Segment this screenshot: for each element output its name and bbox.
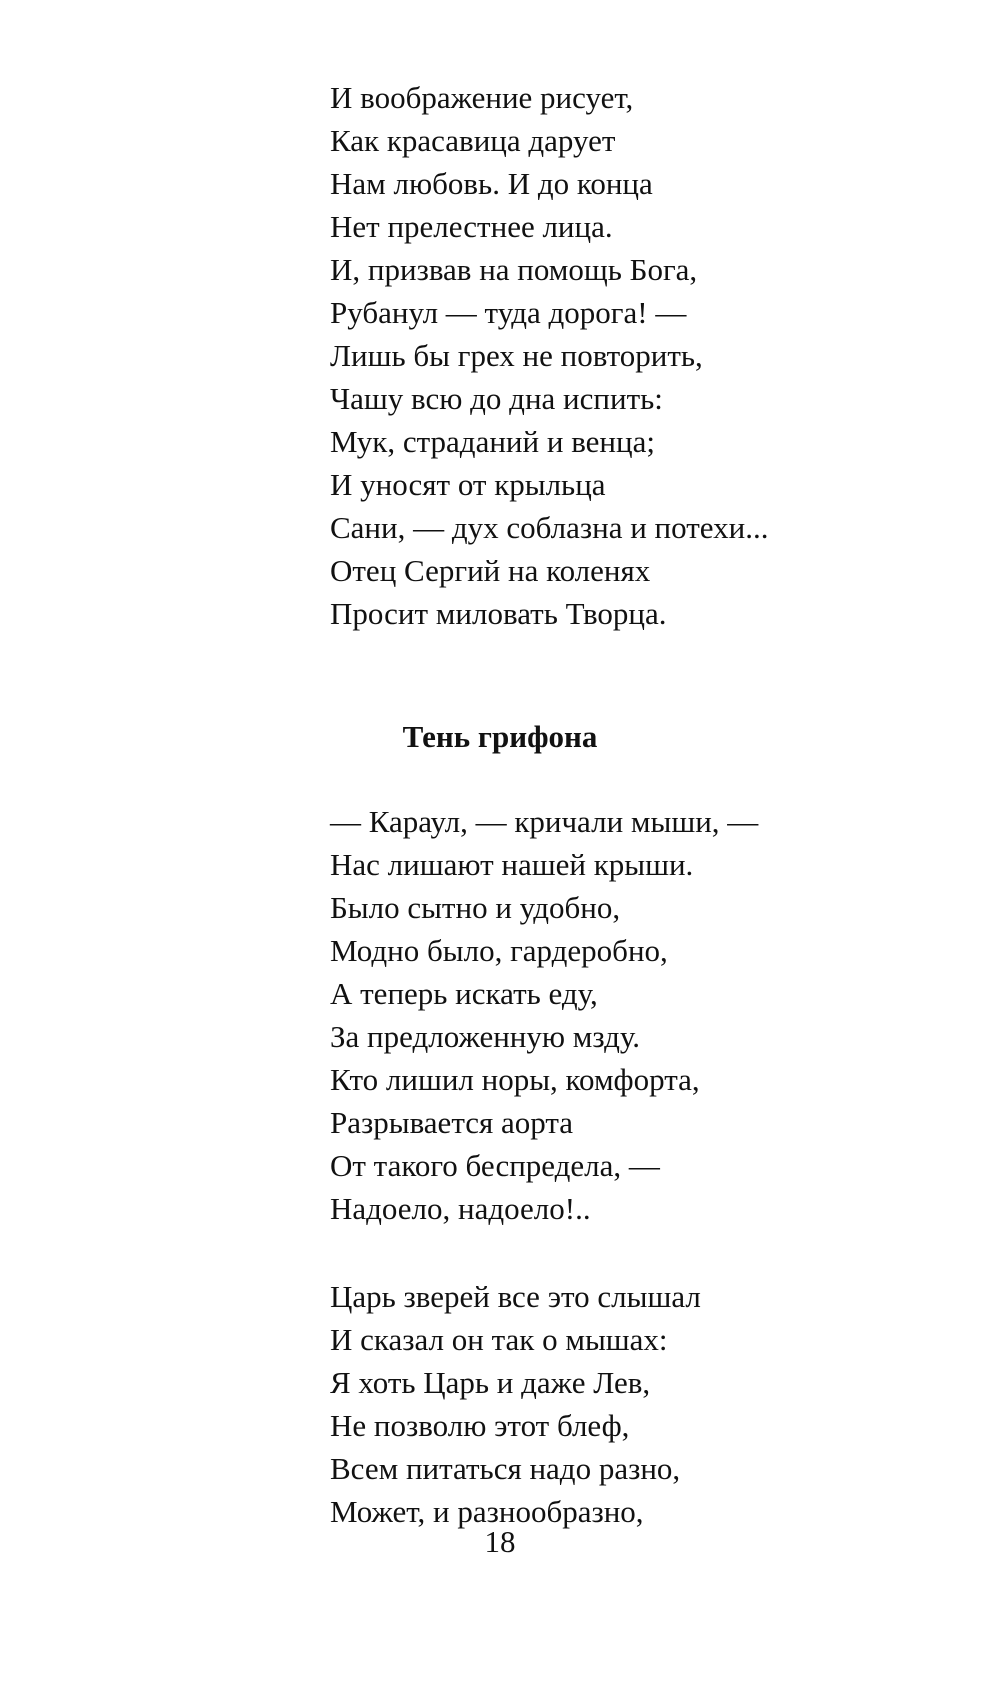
poem-line: Модно было, гардеробно,: [330, 933, 668, 968]
poem-line: Нам любовь. И до конца: [330, 166, 653, 201]
poem-line: Надоело, надоело!..: [330, 1191, 591, 1226]
poem-line: Не позволю этот блеф,: [330, 1408, 630, 1443]
poem-line: Царь зверей все это слышал: [330, 1279, 701, 1314]
poem-line: Разрывается аорта: [330, 1105, 574, 1140]
poem-line: Просит миловать Творца.: [330, 596, 667, 631]
poem-line: Нет прелестнее лица.: [330, 209, 613, 244]
poem-line: И сказал он так о мышах:: [330, 1322, 668, 1357]
poem-line: Может, и разнообразно,: [330, 1494, 644, 1529]
poem-line: Было сытно и удобно,: [330, 890, 621, 925]
page-number: 18: [484, 1524, 516, 1559]
poem-line: Отец Сергий на коленях: [330, 553, 651, 588]
poem-line: А теперь искать еду,: [330, 976, 598, 1011]
poem-line: Всем питаться надо разно,: [330, 1451, 681, 1486]
poem-line: Я хоть Царь и даже Лев,: [330, 1365, 651, 1400]
poem-line: И воображение рисует,: [330, 80, 634, 115]
poem-line: За предложенную мзду.: [330, 1019, 641, 1054]
poem-stanza-2: [330, 1275, 701, 1533]
poem-line: Кто лишил норы, комфорта,: [330, 1062, 700, 1097]
poem-line: И уносят от крыльца: [330, 467, 606, 502]
poem-ending: [330, 76, 768, 635]
poem-line: Чашу всю до дна испить:: [330, 381, 663, 416]
poem-line: Как красавица дарует: [330, 123, 616, 158]
poem-line: Нас лишают нашей крыши.: [330, 847, 694, 882]
poem-line: Лишь бы грех не повторить,: [330, 338, 703, 373]
poem-line: — Караул, — кричали мыши, —: [330, 804, 759, 839]
poem-line: И, призвав на помощь Бога,: [330, 252, 698, 287]
poem-line: Сани, — дух соблазна и потехи...: [330, 510, 769, 545]
poem-line: Мук, страданий и венца;: [330, 424, 655, 459]
poem-line: Рубанул — туда дорога! —: [330, 295, 687, 330]
poem-stanza-1: [330, 800, 758, 1230]
poem-line: От такого беспредела, —: [330, 1148, 660, 1183]
poem-title: Тень грифона: [402, 719, 598, 754]
